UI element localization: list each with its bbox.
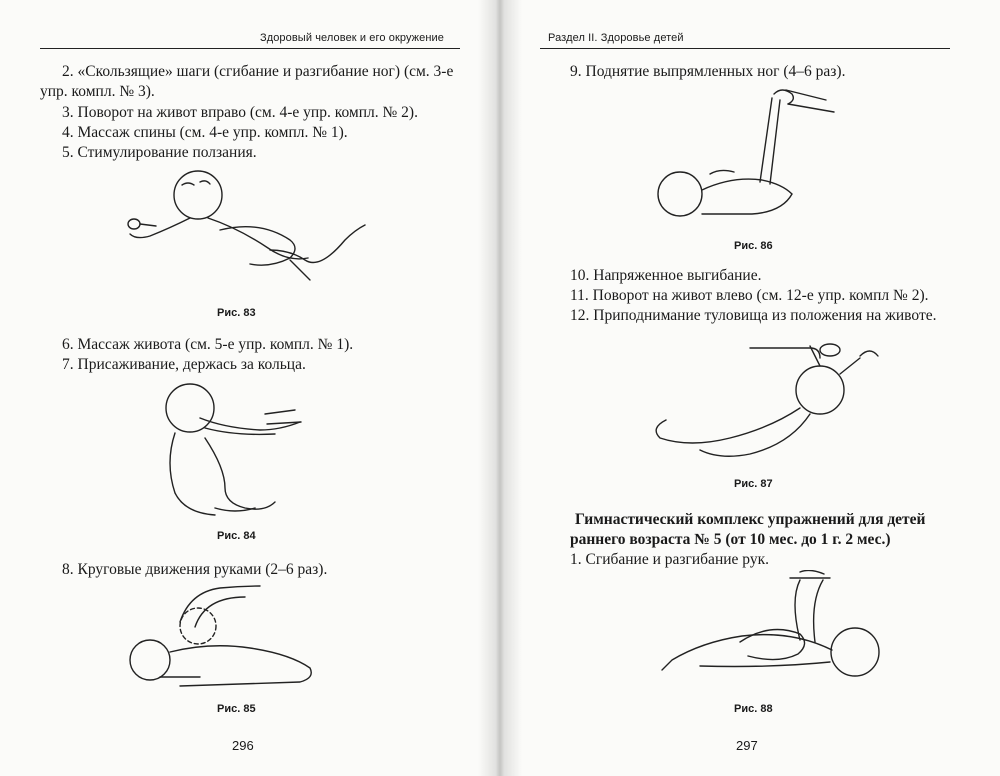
figure-83 [120,160,370,300]
left-line-3: 3. Поворот на живот вправо (см. 4-е упр. компл. № 2). [62,104,418,121]
left-page-number: 296 [232,738,254,753]
left-line-8: 8. Круговые движения руками (2–6 раз). [62,561,328,578]
complex-5-heading-line-1: Гимнастический комплекс упражнений для детей [575,511,926,528]
figure-83-caption: Рис. 83 [217,307,256,319]
left-line-1: 2. «Скользящие» шаги (сгибание и разгибание ног) (см. 3-е [62,63,454,80]
right-line-10: 10. Напряженное выгибание. [570,267,762,284]
figure-86-caption: Рис. 86 [734,240,773,252]
figure-88-caption: Рис. 88 [734,703,773,715]
baby-arching-illustration [650,328,880,478]
baby-arm-circles-illustration [120,582,320,692]
figure-84 [145,378,305,523]
figure-87 [650,328,880,478]
figure-84-caption: Рис. 84 [217,530,256,542]
figure-86 [650,86,840,226]
right-line-9: 9. Поднятие выпрямленных ног (4–6 раз). [570,63,846,80]
figure-88 [650,570,890,690]
complex-5-heading-line-2: раннего возраста № 5 (от 10 мес. до 1 г. 2 мес.) [570,531,891,548]
figure-85-caption: Рис. 85 [217,703,256,715]
baby-leg-raise-illustration [650,86,840,226]
left-line-4: 4. Массаж спины (см. 4-е упр. компл. № 1). [62,124,348,141]
left-header-rule [40,48,460,49]
right-page-number: 297 [736,738,758,753]
baby-sitting-illustration [145,378,305,523]
figure-85 [120,582,320,692]
left-running-head: Здоровый человек и его окружение [259,32,444,44]
left-line-7: 7. Присаживание, держась за кольца. [62,356,306,373]
right-line-12: 12. Приподнимание туловища из положения на животе. [570,307,937,324]
right-running-head: Раздел II. Здоровье детей [548,32,684,44]
right-page [500,0,1000,776]
right-line-11: 11. Поворот на живот влево (см. 12-е упр. компл № 2). [570,287,929,304]
baby-crawling-illustration [120,160,370,300]
figure-87-caption: Рис. 87 [734,478,773,490]
right-header-rule [540,48,950,49]
left-line-5: 5. Стимулирование ползания. [62,144,257,161]
baby-arm-flexion-illustration [650,570,890,690]
left-line-6: 6. Массаж живота (см. 5-е упр. компл. № 1). [62,336,354,353]
right-line-1-arm-flexion: 1. Сгибание и разгибание рук. [570,551,769,568]
left-line-2: упр. компл. № 3). [40,83,155,100]
